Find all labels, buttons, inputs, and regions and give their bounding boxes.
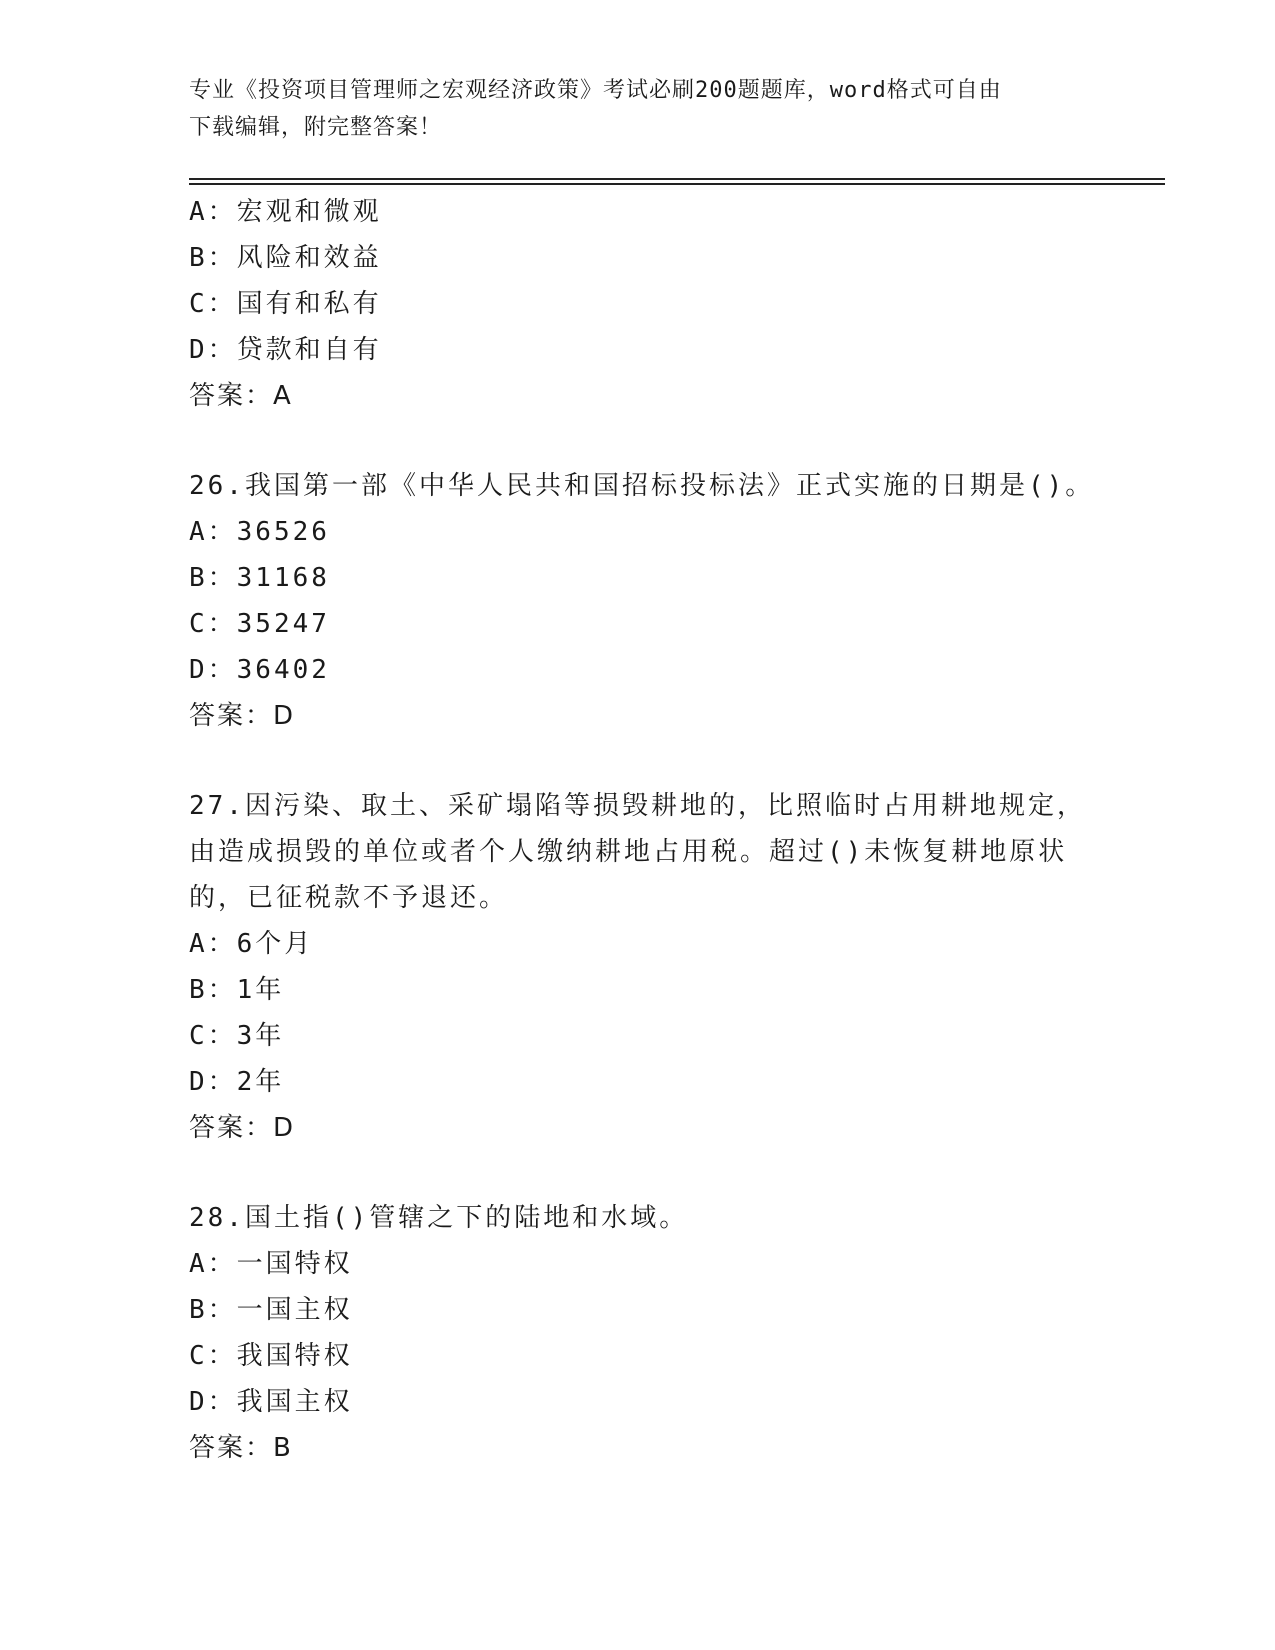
document-header [189,72,1089,146]
question-text: 28.国土指()管辖之下的陆地和水域。 [189,1203,689,1233]
option-a: A：6个月 [189,929,314,959]
option-a: A：36526 [189,517,330,547]
header-line-1: 专业《投资项目管理师之宏观经济政策》考试必刷200题题库，word格式可自由 [189,78,1002,103]
header-line-2: 下载编辑，附完整答案！ [189,115,443,140]
question-text-line-3: 的，已征税款不予退还。 [189,883,509,913]
question-block-28 [189,1195,1089,1471]
answer-line: 答案：D [189,1113,296,1143]
header-divider-top [189,178,1165,180]
option-b: B：31168 [189,563,330,593]
option-a: A：宏观和微观 [189,197,382,227]
option-a: A：一国特权 [189,1249,353,1279]
question-block-25 [189,189,1089,419]
answer-line: 答案：B [189,1433,293,1463]
option-c: C：35247 [189,609,330,639]
question-block-27 [189,783,1089,1151]
option-b: B：一国主权 [189,1295,353,1325]
option-d: D：2年 [189,1067,285,1097]
answer-line: 答案：D [189,701,296,731]
option-c: C：国有和私有 [189,289,382,319]
option-d: D：我国主权 [189,1387,353,1417]
question-text: 26.我国第一部《中华人民共和国招标投标法》正式实施的日期是()。 [189,471,1095,501]
option-b: B：风险和效益 [189,243,382,273]
question-list [189,189,1095,1471]
option-d: D：贷款和自有 [189,335,382,365]
option-c: C：3年 [189,1021,285,1051]
question-block-26 [189,463,1095,739]
header-divider-bottom [189,183,1165,185]
option-c: C：我国特权 [189,1341,353,1371]
question-text-line-2: 由造成损毁的单位或者个人缴纳耕地占用税。超过()未恢复耕地原状 [189,837,1068,867]
question-text-line-1: 27.因污染、取土、采矿塌陷等损毁耕地的，比照临时占用耕地规定， [189,791,1086,821]
option-b: B：1年 [189,975,285,1005]
option-d: D：36402 [189,655,330,685]
answer-line: 答案：A [189,381,293,411]
